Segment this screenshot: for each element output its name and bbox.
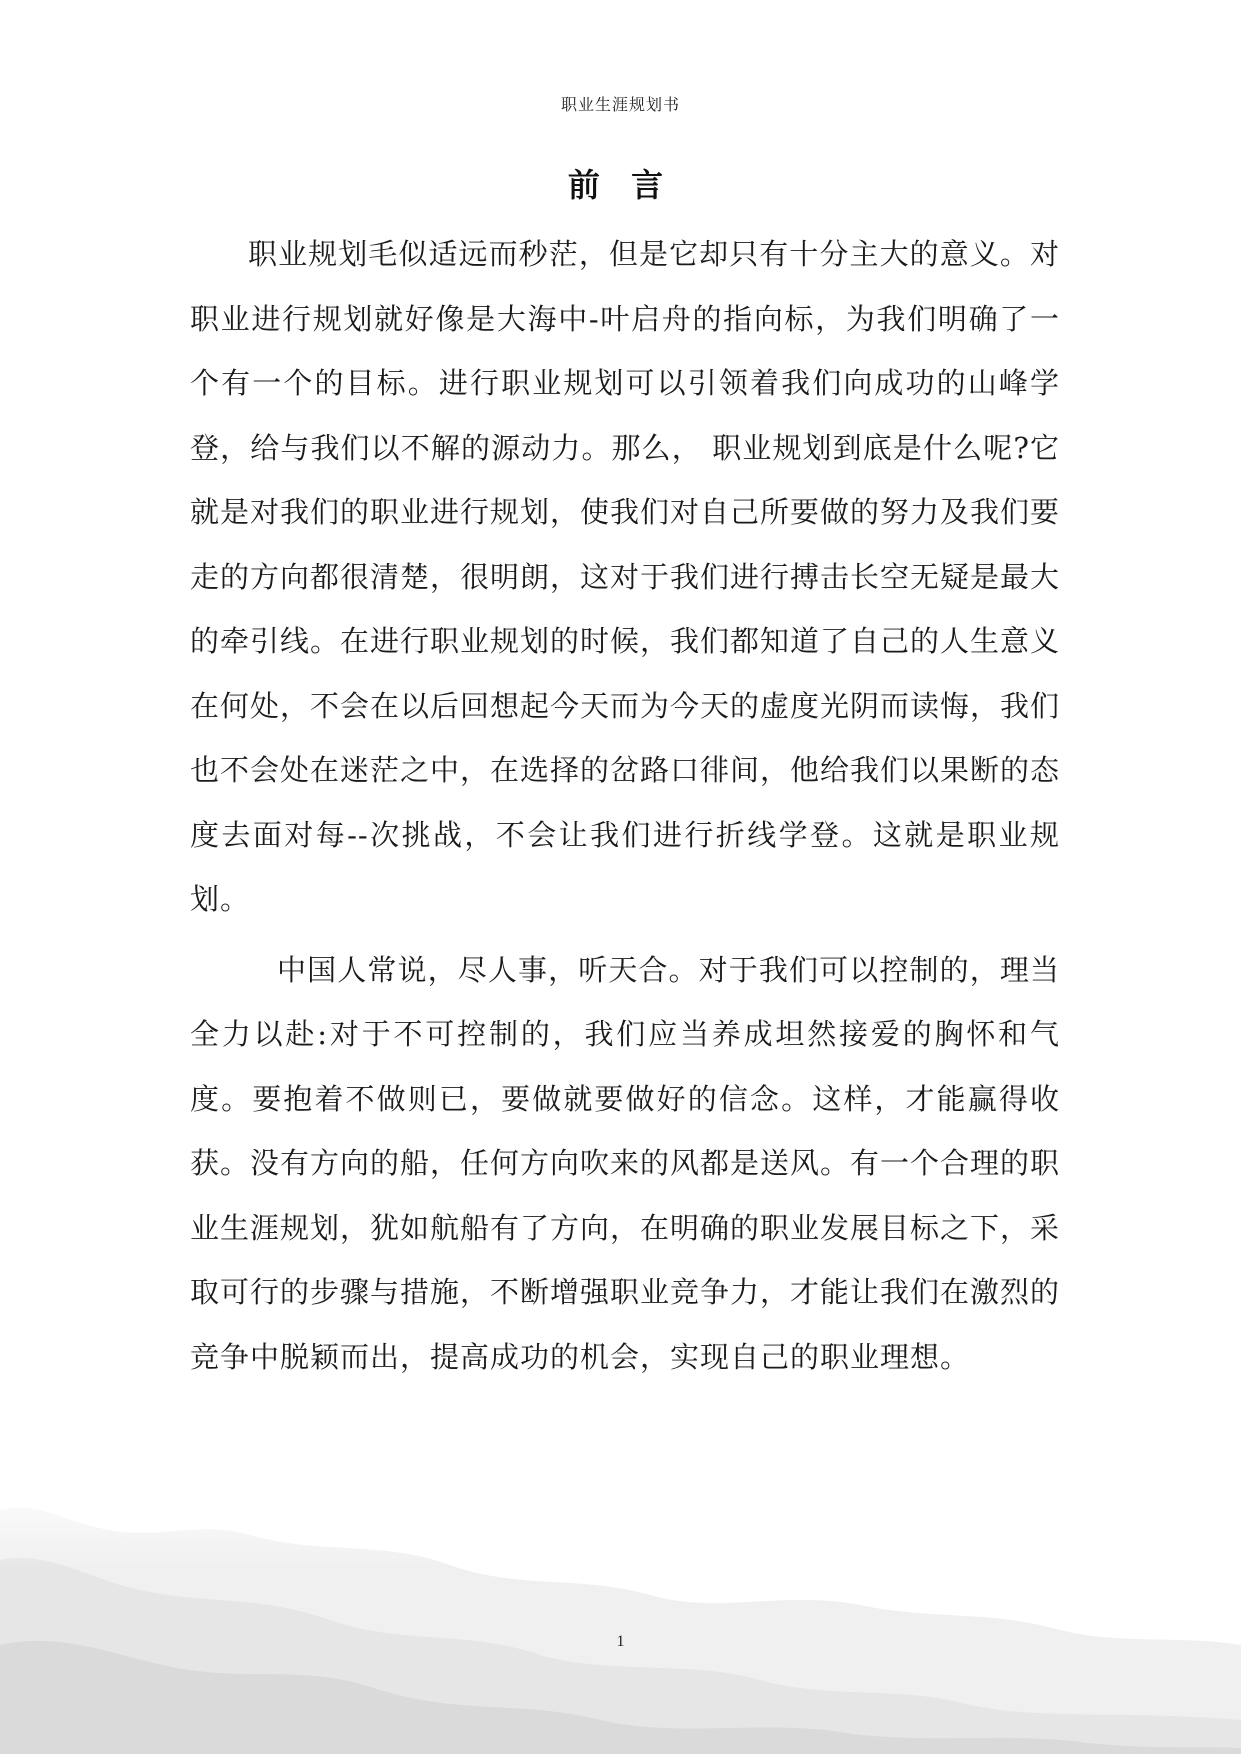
- page-title: 前 言: [567, 166, 674, 204]
- paragraph-1: 职业规划毛似适远而秒茫，但是它却只有十分主大的意义。对职业进行规划就好像是大海中-叶启舟的指向标，为我们明确了一个有一个的目标。进行职业规划可以引领着我们向成功的山峰学登，给与我们以不解的源动力。那么， 职业规划到底是什么呢?它就是对我们的职业进行规划，使我们对自己所要做的努力及我们要走的方向都很清楚，很明朗，这对于我们进行搏击长空无疑是最大的牵引线。在进行职业规划的时候，我们都知道了自己的人生意义在何处，不会在以后回想起今天而为今天的虚度光阴而读悔，我们也不会处在迷茫之中，在选择的岔路口徘间，他给我们以果断的态度去面对每--次挑战，不会让我们进行折线学登。这就是职业规划。: [190, 237, 1061, 916]
- body-text: [190, 222, 1060, 1389]
- page-number: 1: [616, 1633, 625, 1650]
- running-header: 职业生涯规划书: [560, 95, 680, 114]
- ink-wash-mountains: [0, 1470, 1241, 1754]
- paragraph-2: 中国人常说，尽人事，听天合。对于我们可以控制的，理当全力以赴:对于不可控制的，我们应当养成坦然接爱的胸怀和气度。要抱着不做则已，要做就要做好的信念。这样，才能赢得收获。没有方向的船，任何方向吹来的风都是送风。有一个合理的职业生涯规划，犹如航船有了方向，在明确的职业发展目标之下，采取可行的步骤与措施，不断增强职业竞争力，才能让我们在激烈的竞争中脱颖而出，提高成功的机会，实现自己的职业理想。: [190, 952, 1061, 1374]
